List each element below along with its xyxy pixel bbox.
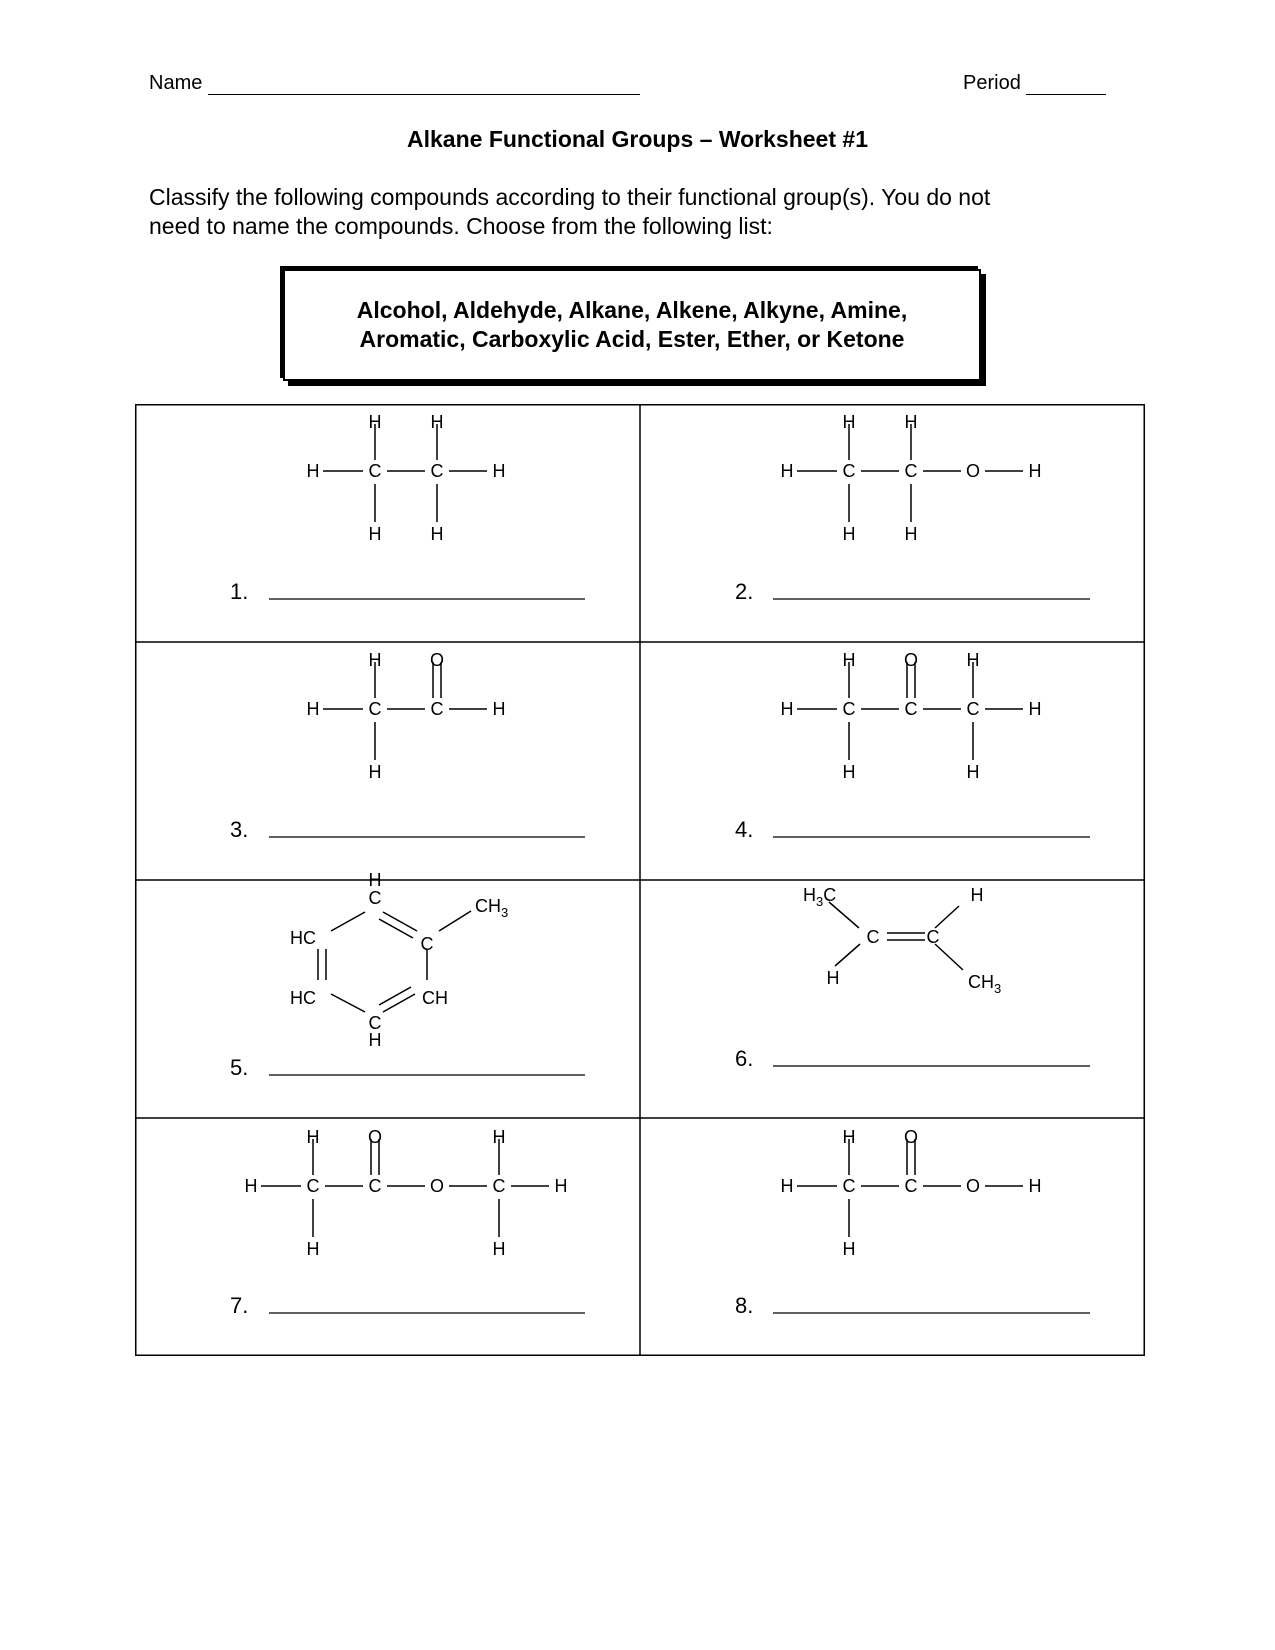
period-blank-line[interactable]	[1026, 74, 1106, 95]
question-number-5: 5.	[230, 1055, 249, 1080]
atom-h: H	[780, 1176, 794, 1196]
atom-o: O	[367, 1127, 383, 1147]
compound-grid	[135, 404, 1145, 1356]
atom-o: O	[903, 1127, 919, 1147]
atom-c: C	[368, 1013, 382, 1033]
compound-7-cell	[230, 1127, 585, 1318]
atom-c: C	[368, 699, 382, 719]
compound-5-cell	[230, 870, 585, 1080]
atom-h3c-c: C	[823, 885, 837, 905]
atom-h: H	[430, 524, 444, 544]
atom-h: H	[842, 524, 856, 544]
compound-8-cell	[735, 1127, 1090, 1318]
atom-h: H	[492, 699, 506, 719]
atom-c: C	[430, 699, 444, 719]
question-number-2: 2.	[735, 579, 754, 604]
atom-h: H	[966, 650, 980, 670]
atom-o: O	[429, 1176, 445, 1196]
atom-h: H	[826, 968, 840, 988]
subscript-3: 3	[994, 981, 1002, 996]
name-blank-line[interactable]	[208, 74, 640, 95]
atom-o: O	[965, 461, 981, 481]
atom-c: C	[492, 1176, 506, 1196]
atom-c: C	[430, 461, 444, 481]
subscript-3: 3	[501, 905, 509, 920]
grid-lines	[135, 404, 1145, 1356]
compound-5-bonds	[318, 911, 471, 1012]
compound-8-atoms	[781, 1127, 1042, 1259]
name-label: Name	[149, 72, 203, 94]
instructions-line-2: need to name the compounds. Choose from the following list:	[149, 213, 773, 239]
atom-ch3	[968, 972, 1001, 996]
atom-ch: CH	[422, 988, 448, 1008]
atom-c: C	[904, 461, 918, 481]
subscript-3: 3	[816, 894, 824, 909]
atom-h: H	[244, 1176, 258, 1196]
atom-h: H	[1028, 699, 1042, 719]
compound-1-bonds	[323, 424, 487, 522]
atom-h: H	[306, 1239, 320, 1259]
question-number-7: 7.	[230, 1293, 249, 1318]
atom-h: H	[306, 461, 320, 481]
atom-h: H	[368, 1030, 382, 1050]
atom-c: C	[306, 1176, 320, 1196]
atom-hc: HC	[290, 928, 316, 948]
atom-h: H	[780, 461, 794, 481]
compound-1-cell	[230, 412, 585, 604]
compound-4-atoms	[781, 650, 1042, 782]
compound-3-cell	[230, 650, 585, 842]
atom-h: H	[966, 762, 980, 782]
atom-c: C	[842, 699, 856, 719]
atom-h: H	[492, 461, 506, 481]
atom-h: H	[554, 1176, 568, 1196]
question-number-1: 1.	[230, 579, 249, 604]
compound-3-atoms	[307, 650, 506, 782]
choices-line-1: Alcohol, Aldehyde, Alkane, Alkene, Alkyne, Amine,	[356, 297, 908, 323]
question-number-8: 8.	[735, 1293, 754, 1318]
name-field[interactable]	[149, 72, 640, 95]
atom-c: C	[842, 1176, 856, 1196]
atom-c: C	[966, 699, 980, 719]
atom-c: C	[420, 934, 434, 954]
atom-h: H	[842, 1239, 856, 1259]
atom-c: C	[926, 927, 940, 947]
question-number-4: 4.	[735, 817, 754, 842]
atom-c: C	[866, 927, 880, 947]
atom-c: C	[842, 461, 856, 481]
atom-c: C	[904, 1176, 918, 1196]
atom-h: H	[368, 524, 382, 544]
atom-c: C	[368, 888, 382, 908]
compound-1-atoms	[307, 412, 506, 544]
atom-h: H	[1028, 461, 1042, 481]
compound-7-bonds	[261, 1139, 549, 1237]
atom-h: H	[842, 412, 856, 432]
question-number-3: 3.	[230, 817, 249, 842]
atom-h: H	[306, 699, 320, 719]
atom-h: H	[970, 885, 984, 905]
atom-h: H	[842, 650, 856, 670]
compound-2-cell	[735, 412, 1090, 604]
atom-h: H	[842, 762, 856, 782]
instructions	[149, 183, 1109, 241]
atom-o: O	[429, 650, 445, 670]
atom-h: H	[904, 524, 918, 544]
atom-h3c-h: H	[803, 885, 816, 905]
instructions-line-1: Classify the following compounds according to their functional group(s). You do not	[149, 184, 991, 210]
compound-6-cell	[735, 885, 1090, 1071]
compound-5-atoms	[290, 870, 508, 1050]
period-label: Period	[963, 72, 1021, 94]
atom-h: H	[368, 762, 382, 782]
atom-h: H	[368, 412, 382, 432]
atom-h: H	[1028, 1176, 1042, 1196]
atom-h: H	[492, 1127, 506, 1147]
compound-6-bonds	[829, 902, 963, 970]
atom-h3c	[803, 885, 836, 909]
atom-h: H	[780, 699, 794, 719]
compound-3-bonds	[323, 662, 487, 760]
atom-hc: HC	[290, 988, 316, 1008]
atom-h: H	[306, 1127, 320, 1147]
period-field[interactable]	[963, 72, 1106, 95]
atom-h: H	[368, 650, 382, 670]
atom-ch3-main: CH	[475, 896, 501, 916]
worksheet-title: Alkane Functional Groups – Worksheet #1	[407, 126, 868, 152]
atom-h: H	[492, 1239, 506, 1259]
atom-c: C	[368, 1176, 382, 1196]
atom-ch3-main: CH	[968, 972, 994, 992]
compound-2-atoms	[781, 412, 1042, 544]
compound-7-atoms	[245, 1127, 568, 1259]
atom-c: C	[904, 699, 918, 719]
atom-o: O	[903, 650, 919, 670]
atom-h: H	[842, 1127, 856, 1147]
choices-line-2: Aromatic, Carboxylic Acid, Ester, Ether, or Ketone	[359, 326, 905, 352]
atom-h: H	[368, 870, 382, 890]
atom-h: H	[904, 412, 918, 432]
atom-ch3	[475, 896, 508, 920]
functional-group-list-box	[283, 269, 981, 381]
compound-4-cell	[735, 650, 1090, 842]
atom-c: C	[368, 461, 382, 481]
atom-o: O	[965, 1176, 981, 1196]
question-number-6: 6.	[735, 1046, 754, 1071]
atom-h: H	[430, 412, 444, 432]
